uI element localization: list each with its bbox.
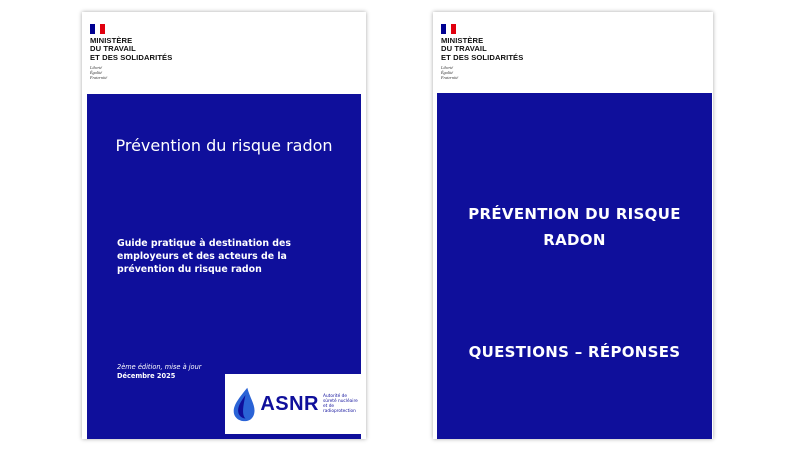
edition-info bbox=[117, 363, 201, 381]
cover-subtitle: Guide pratique à destination des employeurs et des acteurs de la prévention du risque radon bbox=[117, 238, 291, 275]
french-flag-icon bbox=[441, 24, 456, 34]
asnr-drop-icon bbox=[231, 384, 256, 424]
ministry-block bbox=[90, 24, 230, 80]
cover-panel bbox=[87, 94, 361, 439]
ministry-motto: Liberté Égalité Fraternité bbox=[90, 65, 108, 81]
asnr-logo-description: Autorité de sûreté nucléaire et de radioprotection bbox=[323, 393, 358, 415]
qa-cover bbox=[433, 12, 713, 439]
guide-cover bbox=[82, 12, 366, 439]
edition-date: Décembre 2025 bbox=[117, 372, 176, 380]
ministry-name: MINISTÈRE DU TRAVAIL ET DES SOLIDARITÉS bbox=[441, 36, 524, 62]
asnr-logo bbox=[225, 374, 361, 434]
french-flag-icon bbox=[90, 24, 105, 34]
ministry-motto: Liberté Égalité Fraternité bbox=[441, 65, 459, 81]
ministry-block bbox=[441, 24, 581, 80]
cover-subtitle: QUESTIONS – RÉPONSES bbox=[468, 343, 681, 361]
cover-title: Prévention du risque radon bbox=[115, 136, 333, 155]
asnr-logo-text: ASNR bbox=[260, 392, 319, 415]
edition-line: 2ème édition, mise à jour bbox=[117, 363, 202, 371]
ministry-name: MINISTÈRE DU TRAVAIL ET DES SOLIDARITÉS bbox=[90, 36, 173, 62]
cover-panel bbox=[437, 93, 712, 439]
cover-title: PRÉVENTION DU RISQUE RADON bbox=[468, 205, 681, 249]
